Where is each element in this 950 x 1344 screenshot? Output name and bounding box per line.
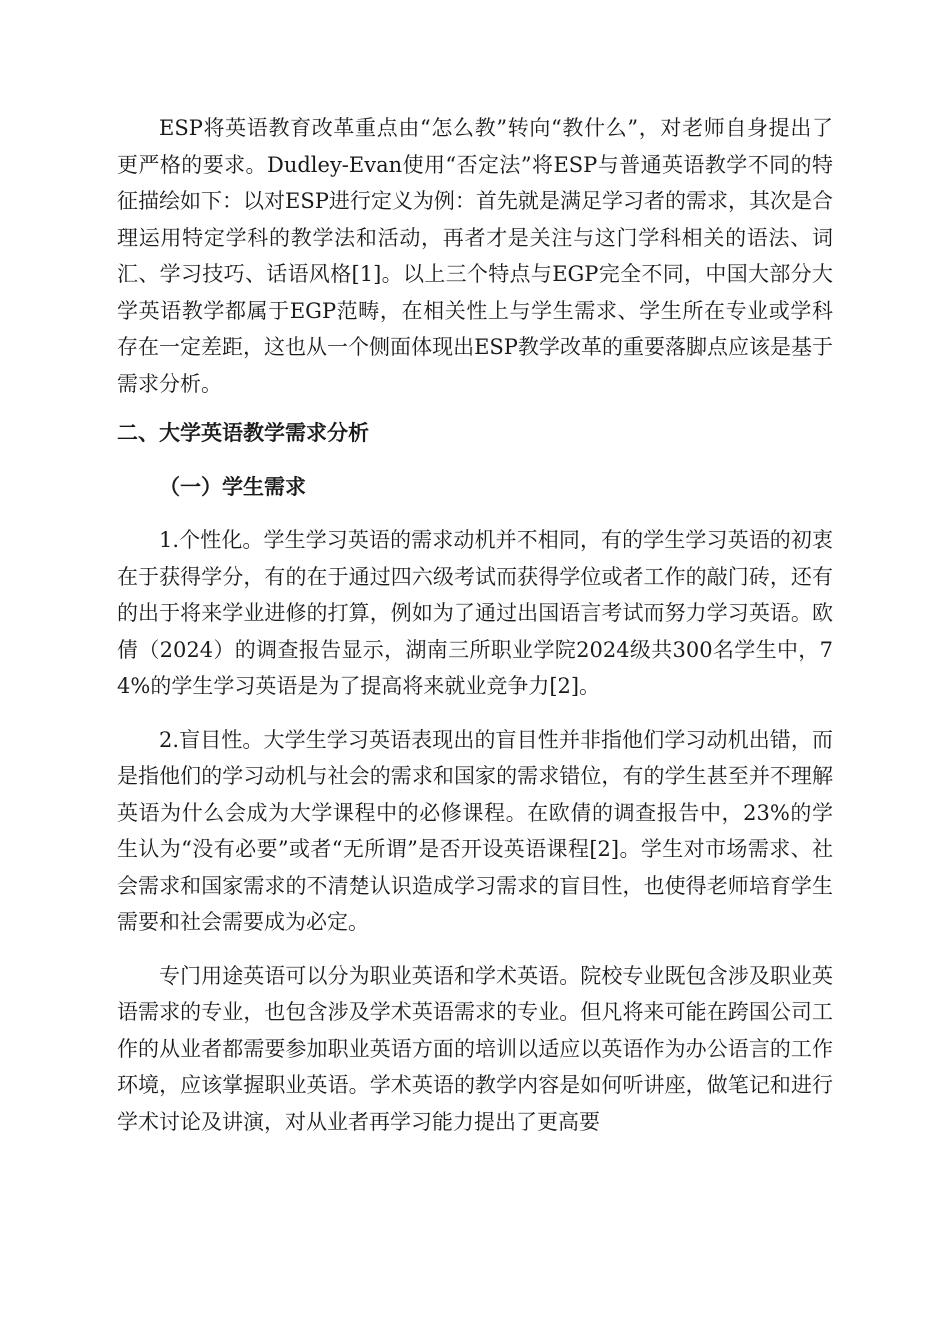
document-page bbox=[117, 110, 833, 1140]
body-paragraph: 1.个性化。学生学习英语的需求动机并不相同，有的学生学习英语的初衷在于获得学分，有的在于通过四六级考试而获得学位或者工作的敲门砖，还有的出于将来学业进修的打算，例如为了通过出国语言考试而努力学习英语。欧倩（2024）的调查报告显示，湖南三所职业学院2024级共300名学生中，74%的学生学习英语是为了提高将来就业竞争力[2]。 bbox=[117, 528, 833, 698]
body-paragraph: 2.盲目性。大学生学习英语表现出的盲目性并非指他们学习动机出错，而是指他们的学习动机与社会的需求和国家的需求错位，有的学生甚至并不理解英语为什么会成为大学课程中的必修课程。在欧倩的调查报告中，23%的学生认为“没有必要”或者“无所谓”是否开设英语课程[2]。学生对市场需求、社会需求和国家需求的不清楚认识造成学习需求的盲目性，也使得老师培育学生需要和社会需要成为必定。 bbox=[117, 727, 833, 934]
subsection-heading: （一）学生需求 bbox=[159, 473, 306, 499]
body-paragraph: ESP将英语教育改革重点由“怎么教”转向“教什么”，对老师自身提出了更严格的要求。Dudley-Evan使用“否定法”将ESP与普通英语教学不同的特征描绘如下：以对ESP进行定义为例：首先就是满足学习者的需求，其次是合理运用特定学科的教学法和活动，再者才是关注与这门学科相关的语法、词汇、学习技巧、话语风格[1]。以上三个特点与EGP完全不同，中国大部分大学英语教学都属于EGP范畴，在相关性上与学生需求、学生所在专业或学科存在一定差距，这也从一个侧面体现出ESP教学改革的重要落脚点应该是基于需求分析。 bbox=[117, 116, 833, 396]
section-heading: 二、大学英语教学需求分析 bbox=[117, 421, 369, 445]
body-paragraph: 专门用途英语可以分为职业英语和学术英语。院校专业既包含涉及职业英语需求的专业，也包含涉及学术英语需求的专业。但凡将来可能在跨国公司工作的从业者都需要参加职业英语方面的培训以适应以英语作为办公语言的工作环境，应该掌握职业英语。学术英语的教学内容是如何听讲座，做笔记和进行学术讨论及讲演，对从业者再学习能力提出了更高要 bbox=[117, 963, 833, 1134]
